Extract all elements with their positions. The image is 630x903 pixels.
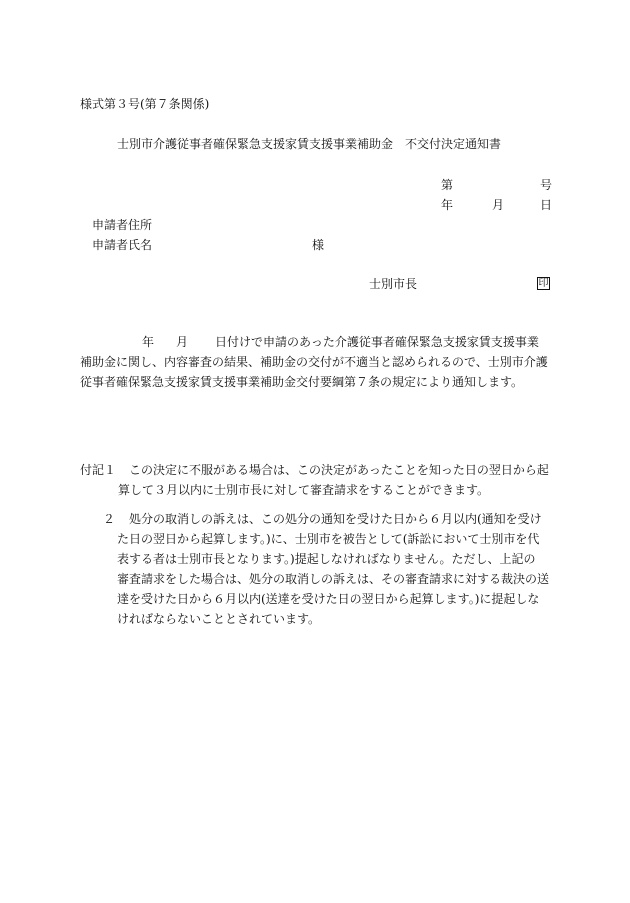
date-month: 月 xyxy=(492,198,505,212)
applicant-honorific: 様 xyxy=(312,238,325,252)
body-line-1: 日付けで申請のあった介護従事者確保緊急支援家賃支援事業 xyxy=(215,335,539,349)
body-line-2: 補助金に関し、内容審査の結果、補助金の交付が不適当と認められるので、士別市介護 xyxy=(80,355,548,369)
body-date-month: 月 xyxy=(176,335,189,349)
notes-label: 付記１ xyxy=(80,463,117,477)
date-year: 年 xyxy=(441,198,454,212)
body-date-year: 年 xyxy=(142,335,155,349)
note-item-2-line: 処分の取消しの訴えは、この処分の通知を受けた日から６月以内(通知を受け xyxy=(129,512,542,526)
form-number: 様式第３号(第７条関係) xyxy=(80,97,210,111)
document-title: 士別市介護従事者確保緊急支援家賃支援事業補助金 不交付決定通知書 xyxy=(117,137,502,151)
note-item-2-line: 表する者は士別市長となります。)提起しなければなりません。ただし、上記の xyxy=(117,552,536,566)
note-item-2-line: 達を受けた日から６月以内(送達を受けた日の翌日から起算します。)に提起しな xyxy=(117,592,540,606)
note-item-1-line: この決定に不服がある場合は、この決定があったことを知った日の翌日から起 xyxy=(129,463,549,477)
note-item-2-line: ければならないこととされています。 xyxy=(117,612,321,626)
note-item-2-line: た日の翌日から起算します。)に、士別市を被告として(訴訟において士別市を代 xyxy=(117,532,540,546)
date-day: 日 xyxy=(540,198,553,212)
note-item-2-line: 審査請求をした場合は、処分の取消しの訴えは、その審査請求に対する裁決の送 xyxy=(117,572,550,586)
note-item-2-number: ２ xyxy=(103,512,116,526)
note-item-1 xyxy=(118,460,549,500)
doc-number-prefix: 第 xyxy=(441,178,454,192)
doc-number-suffix: 号 xyxy=(540,178,553,192)
note-item-1-line: 算して３月以内に士別市長に対して審査請求をすることができます。 xyxy=(118,483,490,497)
seal-mark: 印 xyxy=(538,278,549,289)
applicant-address-label: 申請者住所 xyxy=(92,218,153,232)
issuer-title: 士別市長 xyxy=(369,277,418,291)
note-item-2 xyxy=(117,509,549,629)
applicant-name-label: 申請者氏名 xyxy=(92,238,153,252)
body-line-3: 従事者確保緊急支援家賃支援事業補助金交付要綱第７条の規定により通知します。 xyxy=(80,375,524,389)
